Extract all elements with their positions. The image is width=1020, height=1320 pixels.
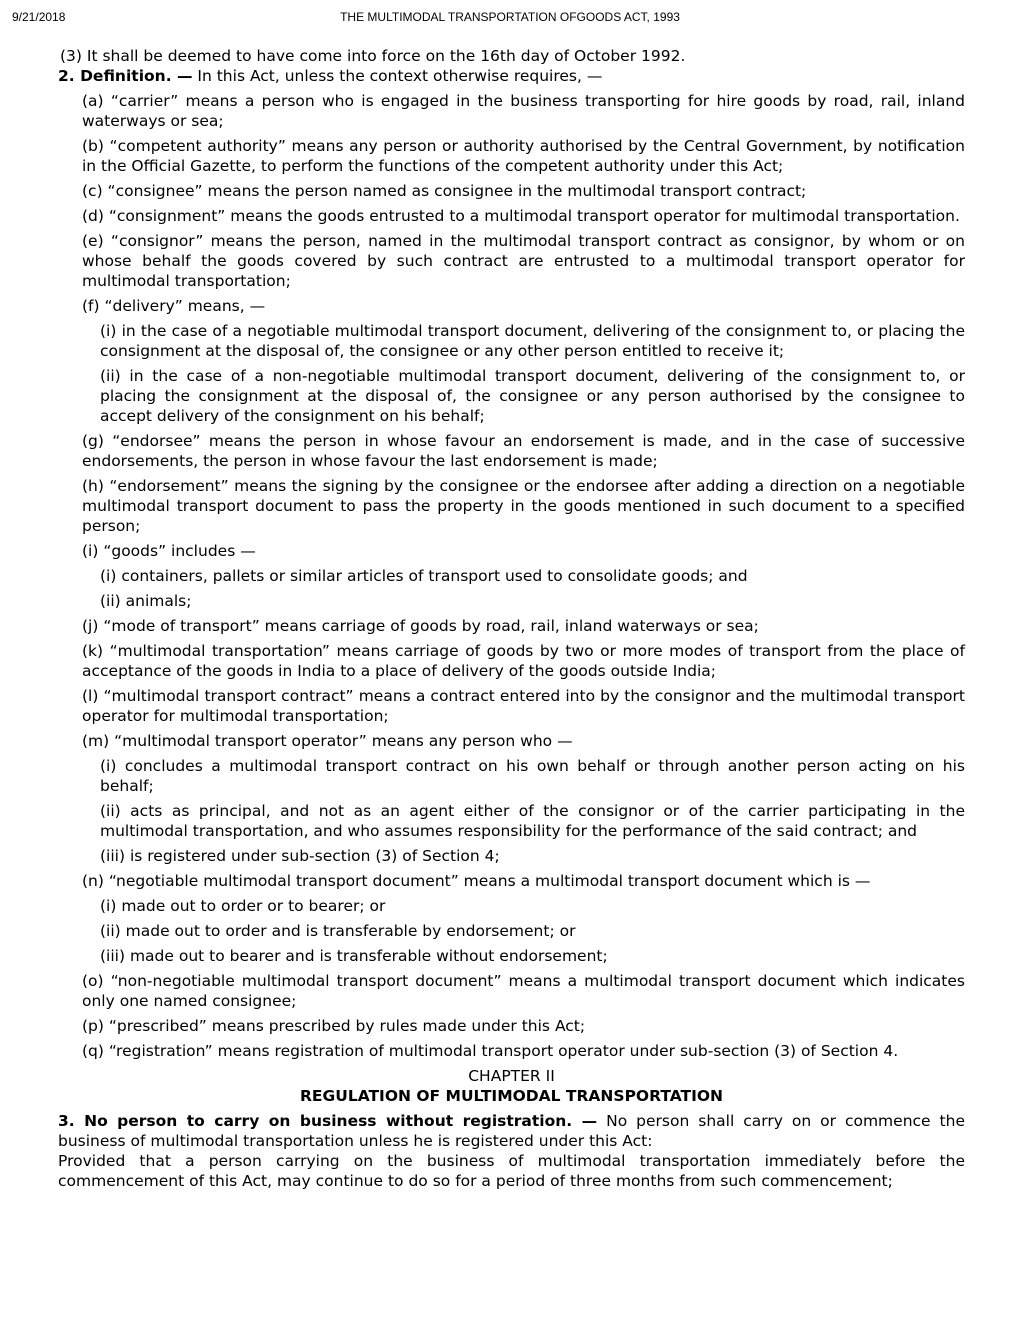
- definition-clause: (j) “mode of transport” means carriage of goods by road, rail, inland waterways or sea;: [82, 617, 759, 635]
- document-title: THE MULTIMODAL TRANSPORTATION OFGOODS ACT, 1993: [340, 10, 680, 24]
- definition-clause: (i) “goods” includes —: [82, 542, 256, 560]
- definition-clause: (c) “consignee” means the person named as consignee in the multimodal transport contract;: [82, 182, 807, 200]
- definition-subclause: (i) containers, pallets or similar articles of transport used to consolidate goods; and: [100, 567, 748, 585]
- chapter-number: CHAPTER II: [468, 1067, 555, 1085]
- definition-clause: (k) “multimodal transportation” means carriage of goods by two or more modes of transport from the place of acceptance of the goods in India to a place of delivery of the goods outside India;: [82, 642, 965, 680]
- definition-clause: (p) “prescribed” means prescribed by rules made under this Act;: [82, 1017, 586, 1035]
- definition-clause: (b) “competent authority” means any person or authority authorised by the Central Government, by notification in the Official Gazette, to perform the functions of the competent authority under this Act;: [82, 137, 965, 175]
- definition-subclause: (i) made out to order or to bearer; or: [100, 897, 386, 915]
- act-body: [58, 46, 965, 1191]
- definition-subclause: (i) in the case of a negotiable multimodal transport document, delivering of the consignment to, or placing the consignment at the disposal of, the consignee or any other person entitled to receive it;: [100, 322, 965, 360]
- definition-clause: (f) “delivery” means, —: [82, 297, 266, 315]
- definition-subclause: (ii) made out to order and is transferable by endorsement; or: [100, 922, 576, 940]
- definition-subclause: (iii) is registered under sub-section (3) of Section 4;: [100, 847, 500, 865]
- definition-clause: (l) “multimodal transport contract” means a contract entered into by the consignor and the multimodal transport operator for multimodal transportation;: [82, 687, 965, 725]
- section-3-paragraph: [58, 1111, 965, 1151]
- definition-subclause: (iii) made out to bearer and is transferable without endorsement;: [100, 947, 608, 965]
- section-3-proviso: Provided that a person carrying on the business of multimodal transportation immediately before the commencement of this Act, may continue to do so for a period of three months from such commencement;: [58, 1152, 965, 1190]
- section-2-paragraph: [58, 66, 965, 86]
- section-3-text: No person shall carry on or commence the business of multimodal transportation unless he is registered under this Act:: [58, 1112, 965, 1150]
- definition-clause: (o) “non-negotiable multimodal transport document” means a multimodal transport document which indicates only one named consignee;: [82, 972, 965, 1010]
- print-date: 9/21/2018: [12, 10, 66, 24]
- definition-subclause: (i) concludes a multimodal transport contract on his own behalf or through another person acting on his behalf;: [100, 757, 965, 795]
- definition-clause: (a) “carrier” means a person who is engaged in the business transporting for hire goods by road, rail, inland waterways or sea;: [82, 92, 965, 130]
- definition-list: [58, 91, 965, 1061]
- definition-clause: (g) “endorsee” means the person in whose favour an endorsement is made, and in the case of successive endorsements, the person in whose favour the last endorsement is made;: [82, 432, 965, 470]
- definition-subclause: (ii) in the case of a non-negotiable multimodal transport document, delivering of the consignment to, or placing the consignment at the disposal of, the consignee or any person authorised by the consignee to accept delivery of the consignment on his behalf;: [100, 367, 965, 425]
- section-3-heading: 3. No person to carry on business without registration. —: [58, 1112, 598, 1130]
- definition-clause: (q) “registration” means registration of multimodal transport operator under sub-section (3) of Section 4.: [82, 1042, 899, 1060]
- definition-clause: (n) “negotiable multimodal transport document” means a multimodal transport document which is —: [82, 872, 871, 890]
- definition-subclause: (ii) acts as principal, and not as an agent either of the consignor or of the carrier participating in the multimodal transportation, and who assumes responsibility for the performance of the said contract; and: [100, 802, 965, 840]
- definition-clause: (m) “multimodal transport operator” means any person who —: [82, 732, 573, 750]
- intro-paragraph: (3) It shall be deemed to have come into force on the 16th day of October 1992.: [60, 47, 686, 65]
- section-2-heading: 2. Definition. —: [58, 67, 193, 85]
- section-2-text: In this Act, unless the context otherwise requires, —: [192, 67, 603, 85]
- definition-clause: (e) “consignor” means the person, named in the multimodal transport contract as consignor, by whom or on whose behalf the goods covered by such contract are entrusted to a multimodal transport operator for multimodal transportation;: [82, 232, 965, 290]
- page-header: [0, 10, 1020, 26]
- chapter-title: REGULATION OF MULTIMODAL TRANSPORTATION: [299, 1087, 723, 1105]
- definition-subclause: (ii) animals;: [100, 592, 192, 610]
- definition-clause: (h) “endorsement” means the signing by the consignee or the endorsee after adding a direction on a negotiable multimodal transport document to pass the property in the goods mentioned in such document to a specified person;: [82, 477, 965, 535]
- definition-clause: (d) “consignment” means the goods entrusted to a multimodal transport operator for multimodal transportation.: [82, 207, 960, 225]
